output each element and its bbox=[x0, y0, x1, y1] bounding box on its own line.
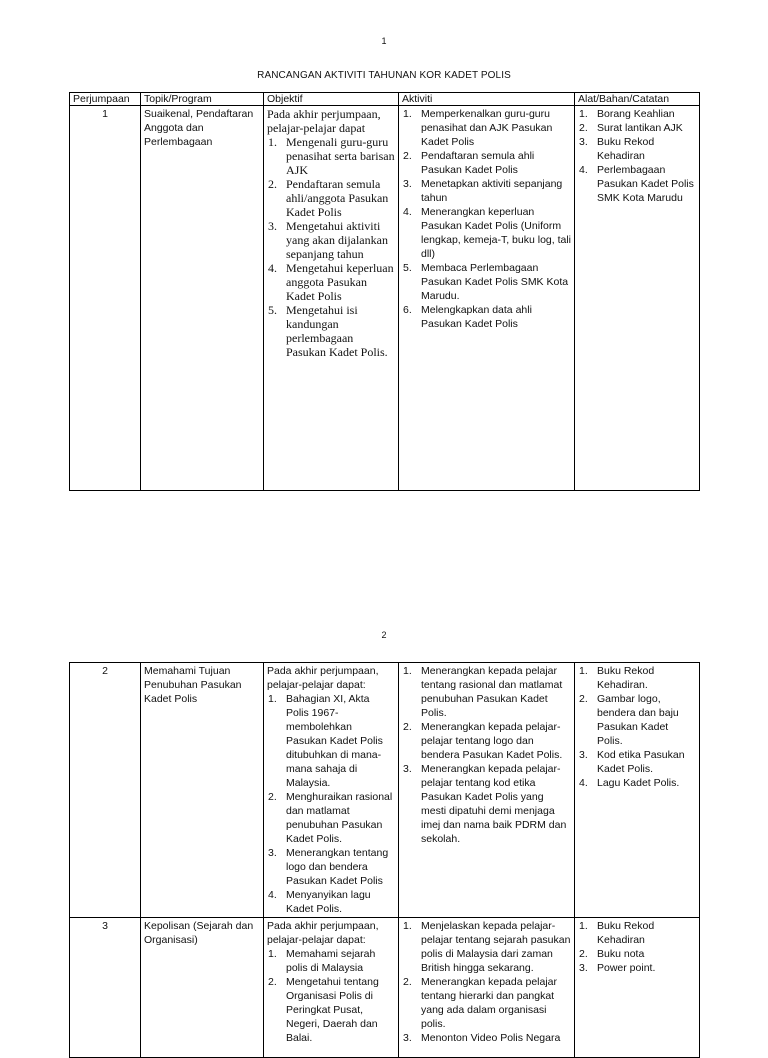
header-topik: Topik/Program bbox=[141, 93, 264, 106]
row-materials bbox=[575, 106, 700, 491]
header-objektif: Objektif bbox=[264, 93, 399, 106]
activity-item: 2. Menerangkan kepada pelajar-pelajar tentang logo dan bendera Pasukan Kadet Polis. bbox=[403, 721, 563, 761]
row-topic: Suaikenal, Pendaftaran Anggota dan Perlembagaan bbox=[141, 106, 264, 491]
objective-item: 2. Mengetahui tentang Organisasi Polis di Peringkat Pusat, Negeri, Daerah dan Balai. bbox=[268, 976, 379, 1044]
row-materials bbox=[575, 918, 700, 1058]
material-item: 2. Surat lantikan AJK bbox=[579, 122, 683, 134]
objective-item: 3. Menerangkan tentang logo dan bendera Pasukan Kadet Polis bbox=[268, 847, 389, 887]
header-aktiviti: Aktiviti bbox=[399, 93, 575, 106]
objective-intro: Pada akhir perjumpaan, pelajar-pelajar dapat bbox=[267, 107, 381, 135]
material-item: 3. Kod etika Pasukan Kadet Polis. bbox=[579, 749, 685, 775]
table-row bbox=[70, 918, 700, 1058]
activity-item: 6. Melengkapkan data ahli Pasukan Kadet Polis bbox=[403, 304, 532, 330]
material-item: 2. Buku nota bbox=[579, 948, 645, 960]
objective-item: 4. Menyanyikan lagu Kadet Polis. bbox=[268, 889, 371, 915]
row-objective bbox=[264, 663, 399, 918]
objective-item: 3. Mengetahui aktiviti yang akan dijalankan sepanjang tahun bbox=[268, 219, 388, 261]
activity-item: 1. Menjelaskan kepada pelajar-pelajar tentang sejarah pasukan polis di Malaysia dari zaman British hingga sekarang. bbox=[403, 920, 571, 974]
material-item: 4. Perlembagaan Pasukan Kadet Polis SMK Kota Marudu bbox=[579, 164, 694, 204]
objective-item: 2. Menghuraikan rasional dan matlamat penubuhan Pasukan Kadet Polis. bbox=[268, 791, 393, 845]
activity-item: 3. Menetapkan aktiviti sepanjang tahun bbox=[403, 178, 563, 204]
objective-item: 5. Mengetahui isi kandungan perlembagaan Pasukan Kadet Polis. bbox=[268, 303, 388, 359]
material-item: 3. Buku Rekod Kehadiran bbox=[579, 136, 655, 162]
activity-item: 3. Menerangkan kepada pelajar-pelajar tentang kod etika Pasukan Kadet Polis yang mesti dipatuhi demi menjaga imej dan nama baik PDRM dan sekolah. bbox=[403, 763, 567, 845]
row-number: 2 bbox=[70, 663, 141, 918]
row-objective bbox=[264, 106, 399, 491]
row-topic: Memahami Tujuan Penubuhan Pasukan Kadet Polis bbox=[141, 663, 264, 918]
page-number: 2 bbox=[381, 630, 387, 640]
objective-item: 2. Pendaftaran semula ahli/anggota Pasukan Kadet Polis bbox=[268, 177, 389, 219]
activity-item: 3. Menonton Video Polis Negara bbox=[403, 1032, 561, 1044]
objective-item: 1. Mengenali guru-guru penasihat serta barisan AJK bbox=[268, 135, 395, 177]
row-objective bbox=[264, 918, 399, 1058]
row-activities bbox=[399, 663, 575, 918]
row-materials bbox=[575, 663, 700, 918]
header-alat-bahan: Alat/Bahan/Catatan bbox=[575, 93, 700, 106]
objective-item: 1. Bahagian XI, Akta Polis 1967- membolehkan Pasukan Kadet Polis ditubuhkan di mana-mana sahaja di Malaysia. bbox=[268, 693, 383, 789]
row-activities bbox=[399, 918, 575, 1058]
material-item: 2. Gambar logo, bendera dan baju Pasukan Kadet Polis. bbox=[579, 693, 679, 747]
row-topic: Kepolisan (Sejarah dan Organisasi) bbox=[141, 918, 264, 1058]
table-header-row bbox=[70, 93, 700, 106]
material-item: 3. Power point. bbox=[579, 962, 656, 974]
table-row bbox=[70, 663, 700, 918]
page-number: 1 bbox=[381, 36, 387, 46]
activity-table-page-2 bbox=[69, 662, 700, 1058]
row-number: 3 bbox=[70, 918, 141, 1058]
row-activities bbox=[399, 106, 575, 491]
material-item: 1. Borang Keahlian bbox=[579, 108, 675, 120]
activity-item: 4. Menerangkan keperluan Pasukan Kadet Polis (Uniform lengkap, kemeja-T, buku log, tali dll) bbox=[403, 206, 571, 260]
material-item: 1. Buku Rekod Kehadiran bbox=[579, 920, 655, 946]
objective-intro: Pada akhir perjumpaan, pelajar-pelajar dapat: bbox=[267, 920, 379, 946]
objective-item: 4. Mengetahui keperluan anggota Pasukan Kadet Polis bbox=[268, 261, 394, 303]
table-row bbox=[70, 106, 700, 491]
header-perjumpaan: Perjumpaan bbox=[70, 93, 141, 106]
activity-item: 2. Pendaftaran semula ahli Pasukan Kadet Polis bbox=[403, 150, 535, 176]
activity-table-page-1 bbox=[69, 92, 700, 491]
material-item: 4. Lagu Kadet Polis. bbox=[579, 777, 680, 789]
objective-intro: Pada akhir perjumpaan, pelajar-pelajar dapat: bbox=[267, 665, 379, 691]
objective-item: 1. Memahami sejarah polis di Malaysia bbox=[268, 948, 376, 974]
material-item: 1. Buku Rekod Kehadiran. bbox=[579, 665, 655, 691]
row-number: 1 bbox=[70, 106, 141, 491]
document-title: RANCANGAN AKTIVITI TAHUNAN KOR KADET POLIS bbox=[257, 70, 511, 81]
activity-item: 1. Menerangkan kepada pelajar tentang rasional dan matlamat penubuhan Pasukan Kadet Polis. bbox=[403, 665, 563, 719]
activity-item: 1. Memperkenalkan guru-guru penasihat dan AJK Pasukan Kadet Polis bbox=[403, 108, 553, 148]
activity-item: 5. Membaca Perlembagaan Pasukan Kadet Polis SMK Kota Marudu. bbox=[403, 262, 569, 302]
activity-item: 2. Menerangkan kepada pelajar tentang hierarki dan pangkat yang ada dalam organisasi polis. bbox=[403, 976, 558, 1030]
